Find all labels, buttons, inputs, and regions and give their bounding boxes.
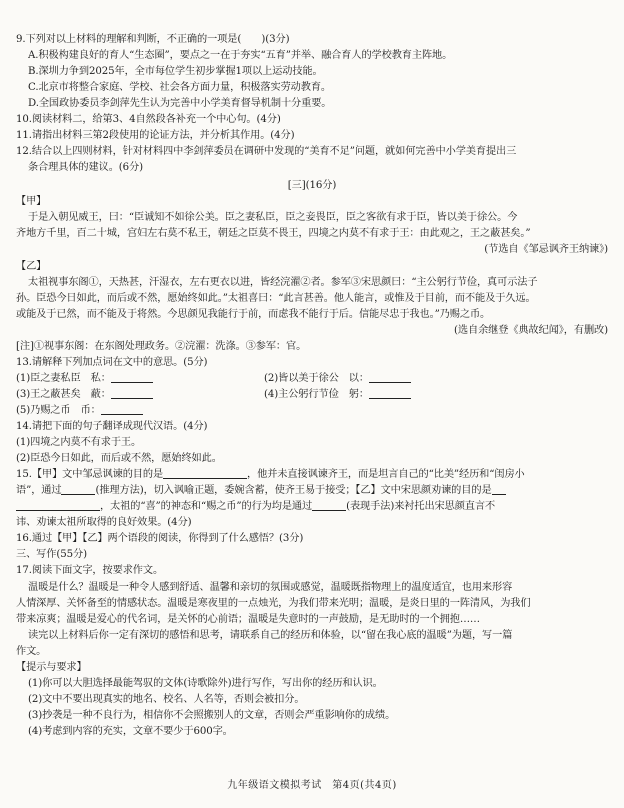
q17-requirements-label: 【提示与要求】 [16,662,87,673]
q15-line4: 讳、劝谏太祖所取得的良好效果。(4分) [16,517,192,528]
q17-requirement-2: (2)文中不要出现真实的地名、校名、人名等，否则会被扣分。 [28,694,305,705]
answer-blank[interactable] [369,388,411,399]
q15-line3: ，太祖的“喜”的神态和“赐之币”的行为均是通过 (表现手法)来衬托出宋思颜直言不 [16,500,608,513]
answer-blank[interactable] [163,468,247,479]
q12-line2: 条合理具体的建议。(6分) [28,162,144,173]
jia-source: (节选自《邹忌讽齐王纳谏》) [484,244,608,255]
q17-prompt-line1: 读完以上材料后你一定有深切的感悟和思考，请联系自己的经历和体验，以“留在我心底的温暖”为题，写一篇 [28,630,513,641]
answer-blank[interactable] [369,372,411,383]
section-writing-title: 三、写作(55分) [16,549,87,560]
jia-line2: 齐地方千里，百二十城，宫妇左右莫不私王，朝廷之臣莫不畏王，四境之内莫不有求于王：由此观之，王之蔽甚矣。” [16,228,531,239]
q12-line1: 12.结合以上四则材料，针对材料四中李剑萍委员在调研中发现的“美育不足”问题，就如何完善中小学美育提出三 [16,146,517,157]
yi-line2: 孙。臣恐今日如此，而后或不然，愿始终如此。”太祖喜曰：“此言甚善。他人能言，或惟及于目前，而不能及于久远。 [16,293,536,304]
q17-requirement-3: (3)抄袭是一种不良行为，相信你不会照搬别人的文章，否则会严重影响你的成绩。 [28,710,396,721]
q14-item-1: (1)四境之内莫不有求于王。 [16,437,142,448]
q13-item-4: (4)主公躬行节俭 躬： [264,388,564,401]
q17-prompt-line2: 作文。 [16,646,47,657]
q9-option-d: D.全国政协委员李剑萍先生认为完善中小学美育督导机制十分重要。 [28,98,332,109]
jia-line1: 于是入朝见威王，曰：“臣诚知不如徐公美。臣之妻私臣，臣之妾畏臣，臣之客欲有求于臣，皆以美于徐公。今 [28,212,518,223]
q17-requirement-1: (1)你可以大胆选择最能驾驭的文体(诗歌除外)进行写作，写出你的经历和认识。 [28,678,383,689]
yi-line3: 或能及于已然，而不能及于将然。今思颜见我能行于前，而虑我不能行于后。信能尽忠于我也。”乃赐之币。 [16,309,491,320]
answer-blank[interactable] [101,404,143,415]
yi-label: 【乙】 [16,261,47,272]
answer-blank[interactable] [492,484,506,495]
q15-line2: 语”，通过 (推理方法)，切入讽喻正题，委婉含蓄，使齐王易于接受；【乙】文中宋思颜劝谏的目的是 [16,484,608,497]
q13-item-1: (1)臣之妻私臣 私： [16,372,256,385]
q14-item-2: (2)臣恐今日如此，而后或不然，愿始终如此。 [16,453,222,464]
q9-stem: 9.下列对以上材料的理解和判断，不正确的一项是( )(3分) [16,34,290,45]
q13-stem: 13.请解释下列加点词在文中的意思。(5分) [16,357,208,368]
q9-option-b: B.深圳力争到2025年，全市每位学生初步掌握1项以上运动技能。 [28,66,323,77]
answer-blank[interactable] [111,372,153,383]
yi-line1: 太祖视事东阁①，天热甚，汗湿衣，左右更衣以进，皆经浣濯②者。参军③宋思颜曰：“主公躬行节俭，真可示法子 [28,277,538,288]
q16: 16.通过【甲】【乙】两个语段的阅读，你得到了什么感悟？(3分) [16,533,304,544]
page-footer: 九年级语文模拟考试 第4页(共4页) [227,780,397,791]
answer-blank[interactable] [16,500,100,511]
q13-item-2: (2)皆以美于徐公 以： [264,372,564,385]
q11: 11.请指出材料三第2段使用的论证方法，并分析其作用。(4分) [16,130,295,141]
jia-label: 【甲】 [16,196,47,207]
q9-option-c: C.北京市将整合家庭、学校、社会各方面力量，积极落实劳动教育。 [28,82,332,93]
q13-item-3: (3)王之蔽甚矣 蔽： [16,388,256,401]
q17-passage-line2: 人情深厚、关怀备至的情感状态。温暖是寒夜里的一点烛光，为我们带来光明；温暖，是炎日里的一阵清风，为我们 [16,598,531,609]
q17-passage-line3: 带来凉爽；温暖是爱心的代名词，是关怀的心前语；温暖是失意时的一声鼓励，是无助时的一个拥抱…… [16,614,481,625]
q15-line1: 15.【甲】文中邹忌讽谏的目的是 ，他并未直接讽谏齐王，而是坦言自己的“比美”经历和“闺房小 [16,469,525,480]
q13-item-5: (5)乃赐之币 币： [16,404,256,417]
q14-stem: 14.请把下面的句子翻译成现代汉语。(4分) [16,421,208,432]
q10: 10.阅读材料二，给第3、4自然段各补充一个中心句。(4分) [16,114,281,125]
yi-source: (选自余继登《典故纪闻》，有删改) [454,325,608,336]
section3-title: [三](16分) [287,180,337,191]
answer-blank[interactable] [61,484,95,495]
answer-blank[interactable] [312,500,346,511]
q17-stem: 17.阅读下面文字，按要求作文。 [16,565,164,576]
answer-blank[interactable] [111,388,153,399]
q9-option-a: A.积极构建良好的育人“生态圈”，要点之一在于夯实“五育”并举、融合育人的学校教育主阵地。 [28,50,453,61]
annotation-notes: [注]①视事东阁：在东阁处理政务。②浣濯：洗涤。③参军：官。 [16,341,307,352]
q17-passage-line1: 温暖是什么？温暖是一种令人感到舒适、温馨和亲切的氛围或感觉，温暖既指物理上的温度适宜，也用来形容 [28,582,513,593]
q17-requirement-4: (4)考虑到内容的充实，文章不要少于600字。 [28,726,233,737]
